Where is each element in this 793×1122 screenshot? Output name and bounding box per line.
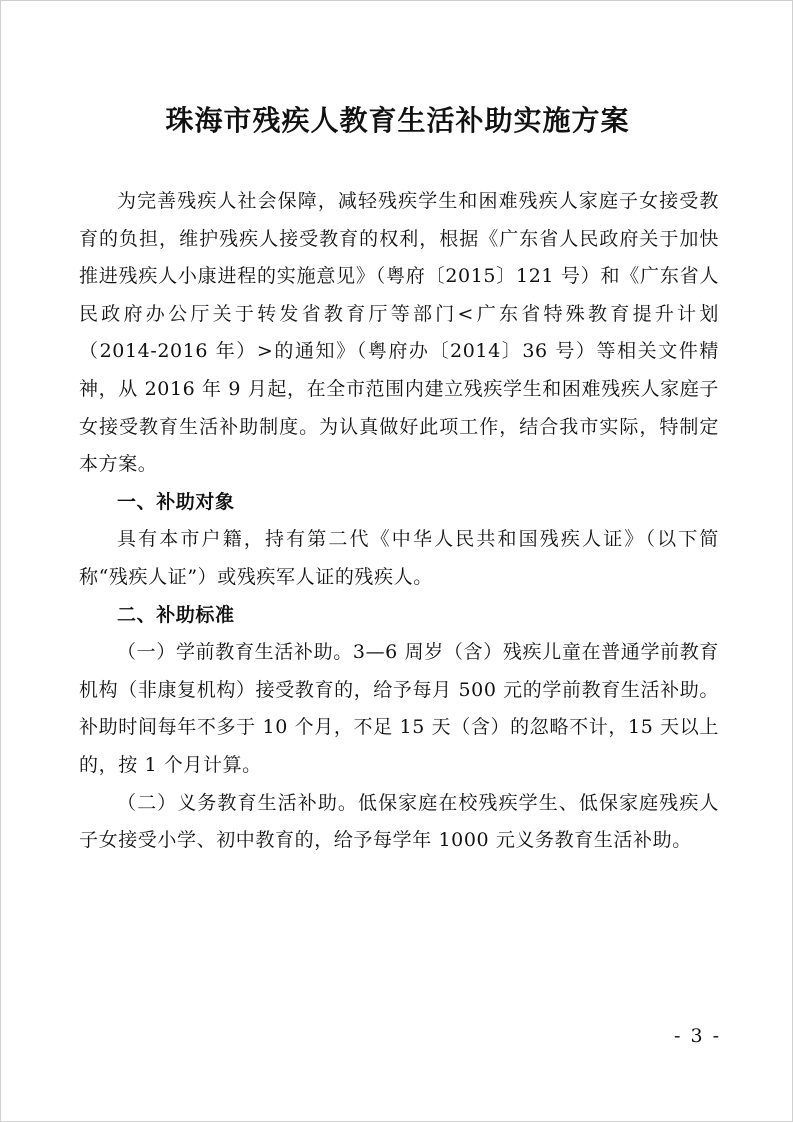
document-body [79, 183, 719, 860]
section-heading-subsidy-targets: 一、补助对象 [117, 490, 235, 513]
item-compulsory-text: 低保家庭在校残疾学生、低保家庭残疾人子女接受小学、初中教育的，给予每学年 1000 元义务教育生活补助。 [79, 791, 719, 852]
item-compulsory-label: （二）义务教育生活补助。 [117, 791, 358, 814]
item-preschool-subsidy [79, 634, 719, 784]
document-title: 珠海市残疾人教育生活补助实施方案 [165, 104, 630, 137]
item-compulsory-subsidy [79, 785, 719, 860]
intro-paragraph: 为完善残疾人社会保障，减轻残疾学生和困难残疾人家庭子女接受教育的负担，维护残疾人接受教育的权利，根据《广东省人民政府关于加快推进残疾人小康进程的实施意见》（粤府〔2015〕121 号）和《广东省人民政府办公厅关于转发省教育厅等部门<广东省特殊教育提升计划（2014-2016 年）>的通知》（粤府办〔2014〕36 号）等相关文件精神，从 2016 年 9 月起，在全市范围内建立残疾学生和困难残疾人家庭子女接受教育生活补助制度。为认真做好此项工作，结合我市实际，特制定本方案。 [79, 190, 719, 476]
section-subsidy-targets-text: 具有本市户籍，持有第二代《中华人民共和国残疾人证》（以下简称“残疾人证”）或残疾军人证的残疾人。 [79, 528, 719, 588]
item-preschool-text: 3—6 周岁（含）残疾儿童在普通学前教育机构（非康复机构）接受教育的，给予每月 500 元的学前教育生活补助。补助时间每年不多于 10 个月，不足 15 天（含）的忽略不计，15 天以上的，按 1 个月计算。 [79, 641, 720, 776]
item-preschool-label: （一）学前教育生活补助。 [117, 641, 353, 664]
page-number: - 3 - [673, 1025, 721, 1047]
section-heading-subsidy-standards: 二、补助标准 [117, 603, 235, 626]
